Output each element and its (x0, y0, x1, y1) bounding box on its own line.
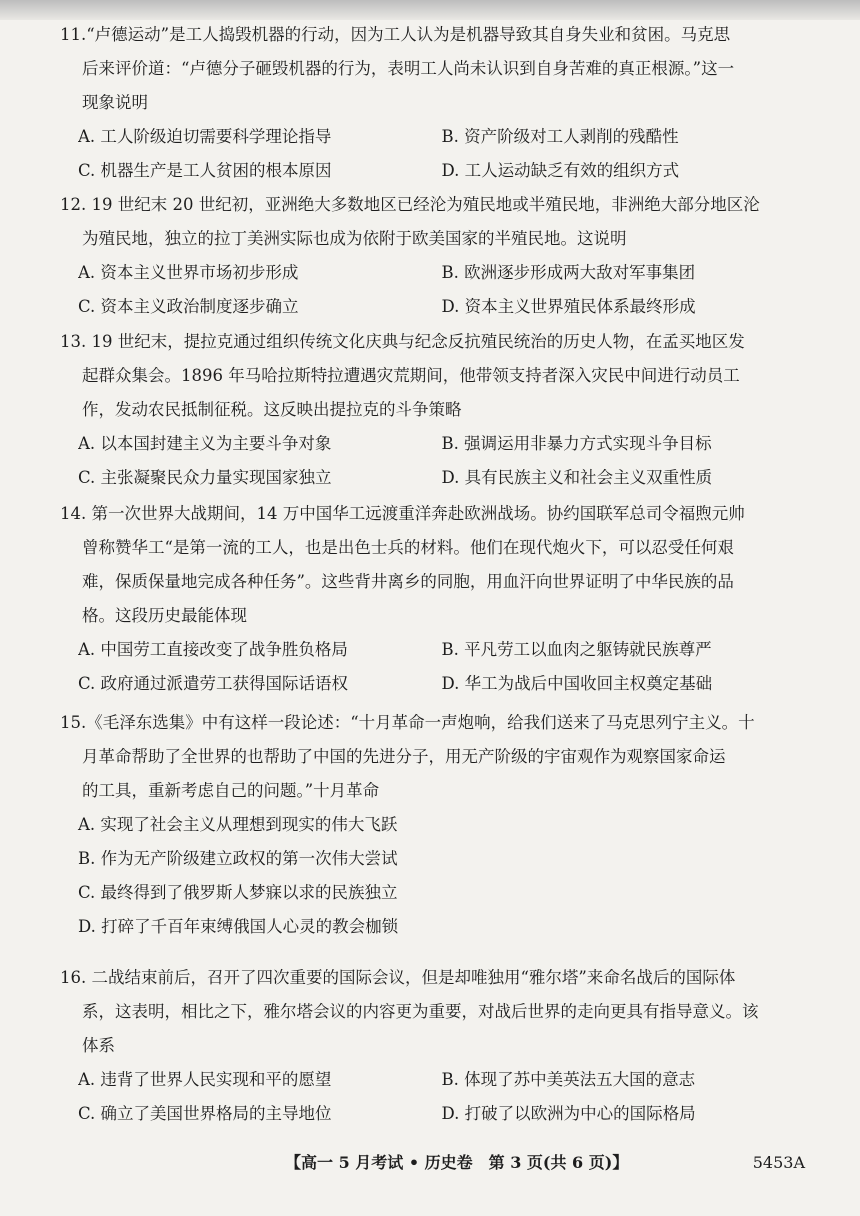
option-b: B. 资产阶级对工人剥削的残酷性 (441, 127, 679, 146)
question-text-line: 13. 19 世纪末，提拉克通过组织传统文化庆典与纪念反抗殖民统治的历史人物，在孟买地区发 (60, 332, 745, 351)
option-c: C. 资本主义政治制度逐步确立 (78, 297, 299, 316)
option-a: A. 以本国封建主义为主要斗争对象 (78, 434, 332, 453)
footer-title: 【高一 5 月考试 • 历史卷 第 3 页(共 6 页)】 (285, 1153, 629, 1172)
option-a: A. 资本主义世界市场初步形成 (78, 263, 299, 282)
option-d: D. 华工为战后中国收回主权奠定基础 (441, 674, 713, 693)
question-text-line: 现象说明 (82, 93, 148, 112)
option-d: D. 具有民族主义和社会主义双重性质 (441, 468, 713, 487)
question-12 (60, 188, 805, 324)
option-c: C. 机器生产是工人贫困的根本原因 (78, 161, 332, 180)
question-text-line: 16. 二战结束前后，召开了四次重要的国际会议，但是却唯独用“雅尔塔”来命名战后的国际体 (60, 968, 736, 987)
option-d: D. 工人运动缺乏有效的组织方式 (441, 161, 680, 180)
option-c: C. 最终得到了俄罗斯人梦寐以求的民族独立 (78, 883, 398, 902)
question-text-line: 为殖民地，独立的拉丁美洲实际也成为依附于欧美国家的半殖民地。这说明 (82, 229, 627, 248)
page-footer (0, 1148, 860, 1178)
question-text-line: 14. 第一次世界大战期间，14 万中国华工远渡重洋奔赴欧洲战场。协约国联军总司令福煦元帅 (60, 504, 745, 523)
option-b: B. 作为无产阶级建立政权的第一次伟大尝试 (78, 849, 398, 868)
question-text-line: 系，这表明，相比之下，雅尔塔会议的内容更为重要，对战后世界的走向更具有指导意义。该 (82, 1002, 759, 1021)
question-13 (60, 325, 805, 495)
option-a: A. 中国劳工直接改变了战争胜负格局 (78, 640, 348, 659)
question-text-line: 作，发动农民抵制征税。这反映出提拉克的斗争策略 (82, 400, 462, 419)
question-text-line: 11.“卢德运动”是工人捣毁机器的行动，因为工人认为是机器导致其自身失业和贫困。马克思 (60, 25, 731, 44)
question-11 (60, 18, 805, 188)
question-text-line: 15.《毛泽东选集》中有这样一段论述：“十月革命一声炮响，给我们送来了马克思列宁主义。十 (60, 713, 755, 732)
scan-top-edge (0, 0, 860, 20)
question-text-line: 体系 (82, 1036, 115, 1055)
question-text-line: 曾称赞华工“是第一流的工人，也是出色士兵的材料。他们在现代炮火下，可以忍受任何艰 (82, 538, 734, 557)
question-text-line: 12. 19 世纪末 20 世纪初，亚洲绝大多数地区已经沦为殖民地或半殖民地，非洲绝大部分地区沦 (60, 195, 760, 214)
question-text-line: 难，保质保量地完成各种任务”。这些背井离乡的同胞，用血汗向世界证明了中华民族的品 (82, 572, 734, 591)
option-b: B. 体现了苏中美英法五大国的意志 (441, 1070, 696, 1089)
option-c: C. 确立了美国世界格局的主导地位 (78, 1104, 332, 1123)
paper-code: 5453A (752, 1153, 805, 1172)
option-a: A. 违背了世界人民实现和平的愿望 (78, 1070, 332, 1089)
question-15 (60, 706, 805, 944)
question-text-line: 起群众集会。1896 年马哈拉斯特拉遭遇灾荒期间，他带领支持者深入灾民中间进行动员工 (82, 366, 740, 385)
option-d: D. 打破了以欧洲为中心的国际格局 (441, 1104, 696, 1123)
option-b: B. 欧洲逐步形成两大敌对军事集团 (441, 263, 696, 282)
option-a: A. 工人阶级迫切需要科学理论指导 (78, 127, 332, 146)
option-c: C. 政府通过派遣劳工获得国际话语权 (78, 674, 349, 693)
question-text-line: 的工具，重新考虑自己的问题。”十月革命 (82, 781, 380, 800)
question-text-line: 月革命帮助了全世界的也帮助了中国的先进分子，用无产阶级的宇宙观作为观察国家命运 (82, 747, 726, 766)
option-c: C. 主张凝聚民众力量实现国家独立 (78, 468, 332, 487)
question-14 (60, 497, 805, 701)
option-b: B. 强调运用非暴力方式实现斗争目标 (441, 434, 712, 453)
question-text-line: 后来评价道：“卢德分子砸毁机器的行为，表明工人尚未认识到自身苦难的真正根源。”这一 (82, 59, 735, 78)
question-text-line: 格。这段历史最能体现 (82, 606, 247, 625)
option-b: B. 平凡劳工以血肉之躯铸就民族尊严 (441, 640, 712, 659)
option-a: A. 实现了社会主义从理想到现实的伟大飞跃 (78, 815, 398, 834)
option-d: D. 打碎了千百年束缚俄国人心灵的教会枷锁 (78, 917, 399, 936)
question-16 (60, 961, 805, 1131)
option-d: D. 资本主义世界殖民体系最终形成 (441, 297, 696, 316)
